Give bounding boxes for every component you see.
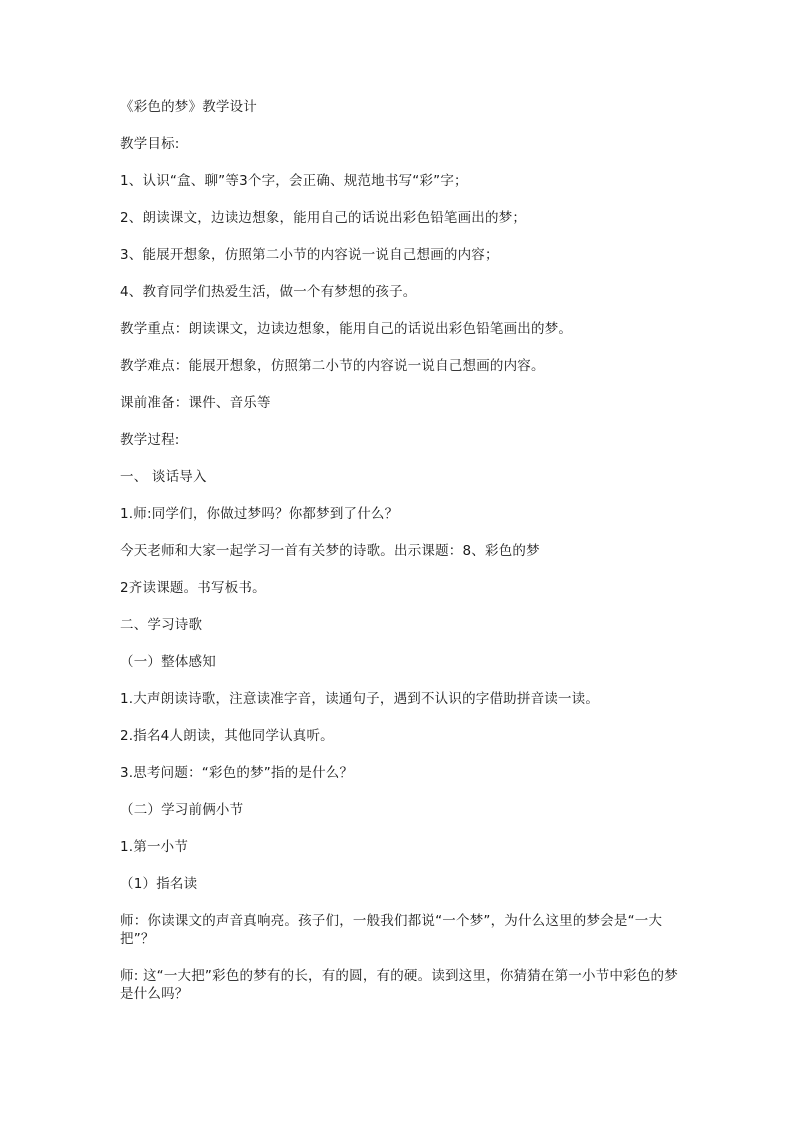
sub-heading-first-sections: （二）学习前俩小节 xyxy=(120,802,244,818)
overall-item-2: 2.指名4人朗读，其他同学认真听。 xyxy=(120,728,334,744)
document-body xyxy=(120,98,680,1022)
objective-item-2: 2、朗读课文，边读边想象，能用自己的话说出彩色铅笔画出的梦； xyxy=(120,210,527,226)
intro-text: 今天老师和大家一起学习一首有关梦的诗歌。出示课题：8、彩色的梦 xyxy=(120,543,540,559)
section-heading-objectives: 教学目标: xyxy=(120,136,180,152)
teacher-dialogue-2: 师: 这“一大把”彩色的梦有的长，有的圆，有的硬。读到这里，你猜猜在第一小节中彩色的梦是什么吗？ xyxy=(120,968,678,1002)
objective-item-3: 3、能展开想象，仿照第二小节的内容说一说自己想画的内容； xyxy=(120,247,499,263)
step-heading-intro: 一、 谈话导入 xyxy=(120,469,207,485)
document-title: 《彩色的梦》教学设计 xyxy=(120,99,257,115)
intro-item-2: 2齐读课题。书写板书。 xyxy=(120,580,266,596)
intro-item-1: 1.师:同学们，你做过梦吗？你都梦到了什么？ xyxy=(120,506,399,522)
section-heading-process: 教学过程: xyxy=(120,432,180,448)
section-item-1: 1.第一小节 xyxy=(120,839,189,855)
objective-item-1: 1、认识“盒、聊”等3个字，会正确、规范地书写“彩”字； xyxy=(120,173,468,189)
teaching-focus: 教学重点：朗读课文，边读边想象，能用自己的话说出彩色铅笔画出的梦。 xyxy=(120,321,573,337)
overall-item-1: 1.大声朗读诗歌，注意读准字音，读通句子，遇到不认识的字借助拼音读一读。 xyxy=(120,691,600,707)
preparation: 课前准备：课件、音乐等 xyxy=(120,395,271,411)
objective-item-4: 4、教育同学们热爱生活，做一个有梦想的孩子。 xyxy=(120,284,417,300)
teacher-dialogue-1: 师：你读课文的声音真响亮。孩子们，一般我们都说“一个梦”，为什么这里的梦会是“一大把”？ xyxy=(120,913,663,947)
sub-heading-overall: （一）整体感知 xyxy=(120,654,216,670)
overall-item-3: 3.思考问题：“彩色的梦”指的是什么？ xyxy=(120,765,354,781)
section-item-1-read: （1）指名读 xyxy=(120,876,198,892)
step-heading-study: 二、学习诗歌 xyxy=(120,617,203,633)
teaching-difficulty: 教学难点：能展开想象，仿照第二小节的内容说一说自己想画的内容。 xyxy=(120,358,545,374)
